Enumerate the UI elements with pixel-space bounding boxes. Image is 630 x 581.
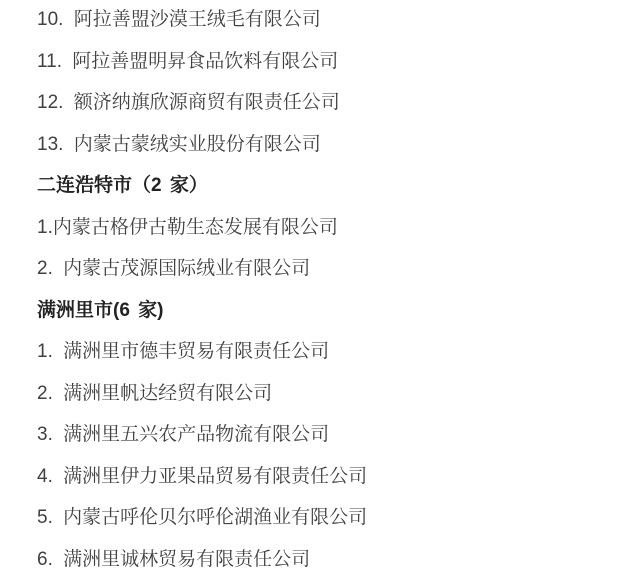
list-item: 13. 内蒙古蒙绒实业股份有限公司 — [37, 133, 321, 155]
list-item: 6. 满洲里诚林贸易有限责任公司 — [37, 548, 311, 570]
list-item: 4. 满洲里伊力亚果品贸易有限责任公司 — [37, 465, 368, 487]
list-item: 2. 满洲里帆达经贸有限公司 — [37, 382, 273, 404]
section-heading: 满洲里市(6 家) — [37, 299, 164, 321]
list-item: 1.内蒙古格伊古勒生态发展有限公司 — [37, 216, 338, 238]
list-item: 5. 内蒙古呼伦贝尔呼伦湖渔业有限公司 — [37, 507, 368, 528]
list-item: 2. 内蒙古茂源国际绒业有限公司 — [37, 258, 311, 279]
list-item: 12. 额济纳旗欣源商贸有限责任公司 — [37, 92, 340, 113]
list-item: 1. 满洲里市德丰贸易有限责任公司 — [37, 341, 330, 362]
list-item: 10. 阿拉善盟沙漠王绒毛有限公司 — [37, 9, 321, 30]
list-item: 11. 阿拉善盟明昇食品饮料有限公司 — [37, 50, 339, 72]
list-item: 3. 满洲里五兴农产品物流有限公司 — [37, 424, 330, 445]
section-heading: 二连浩特市（2 家） — [37, 175, 208, 196]
